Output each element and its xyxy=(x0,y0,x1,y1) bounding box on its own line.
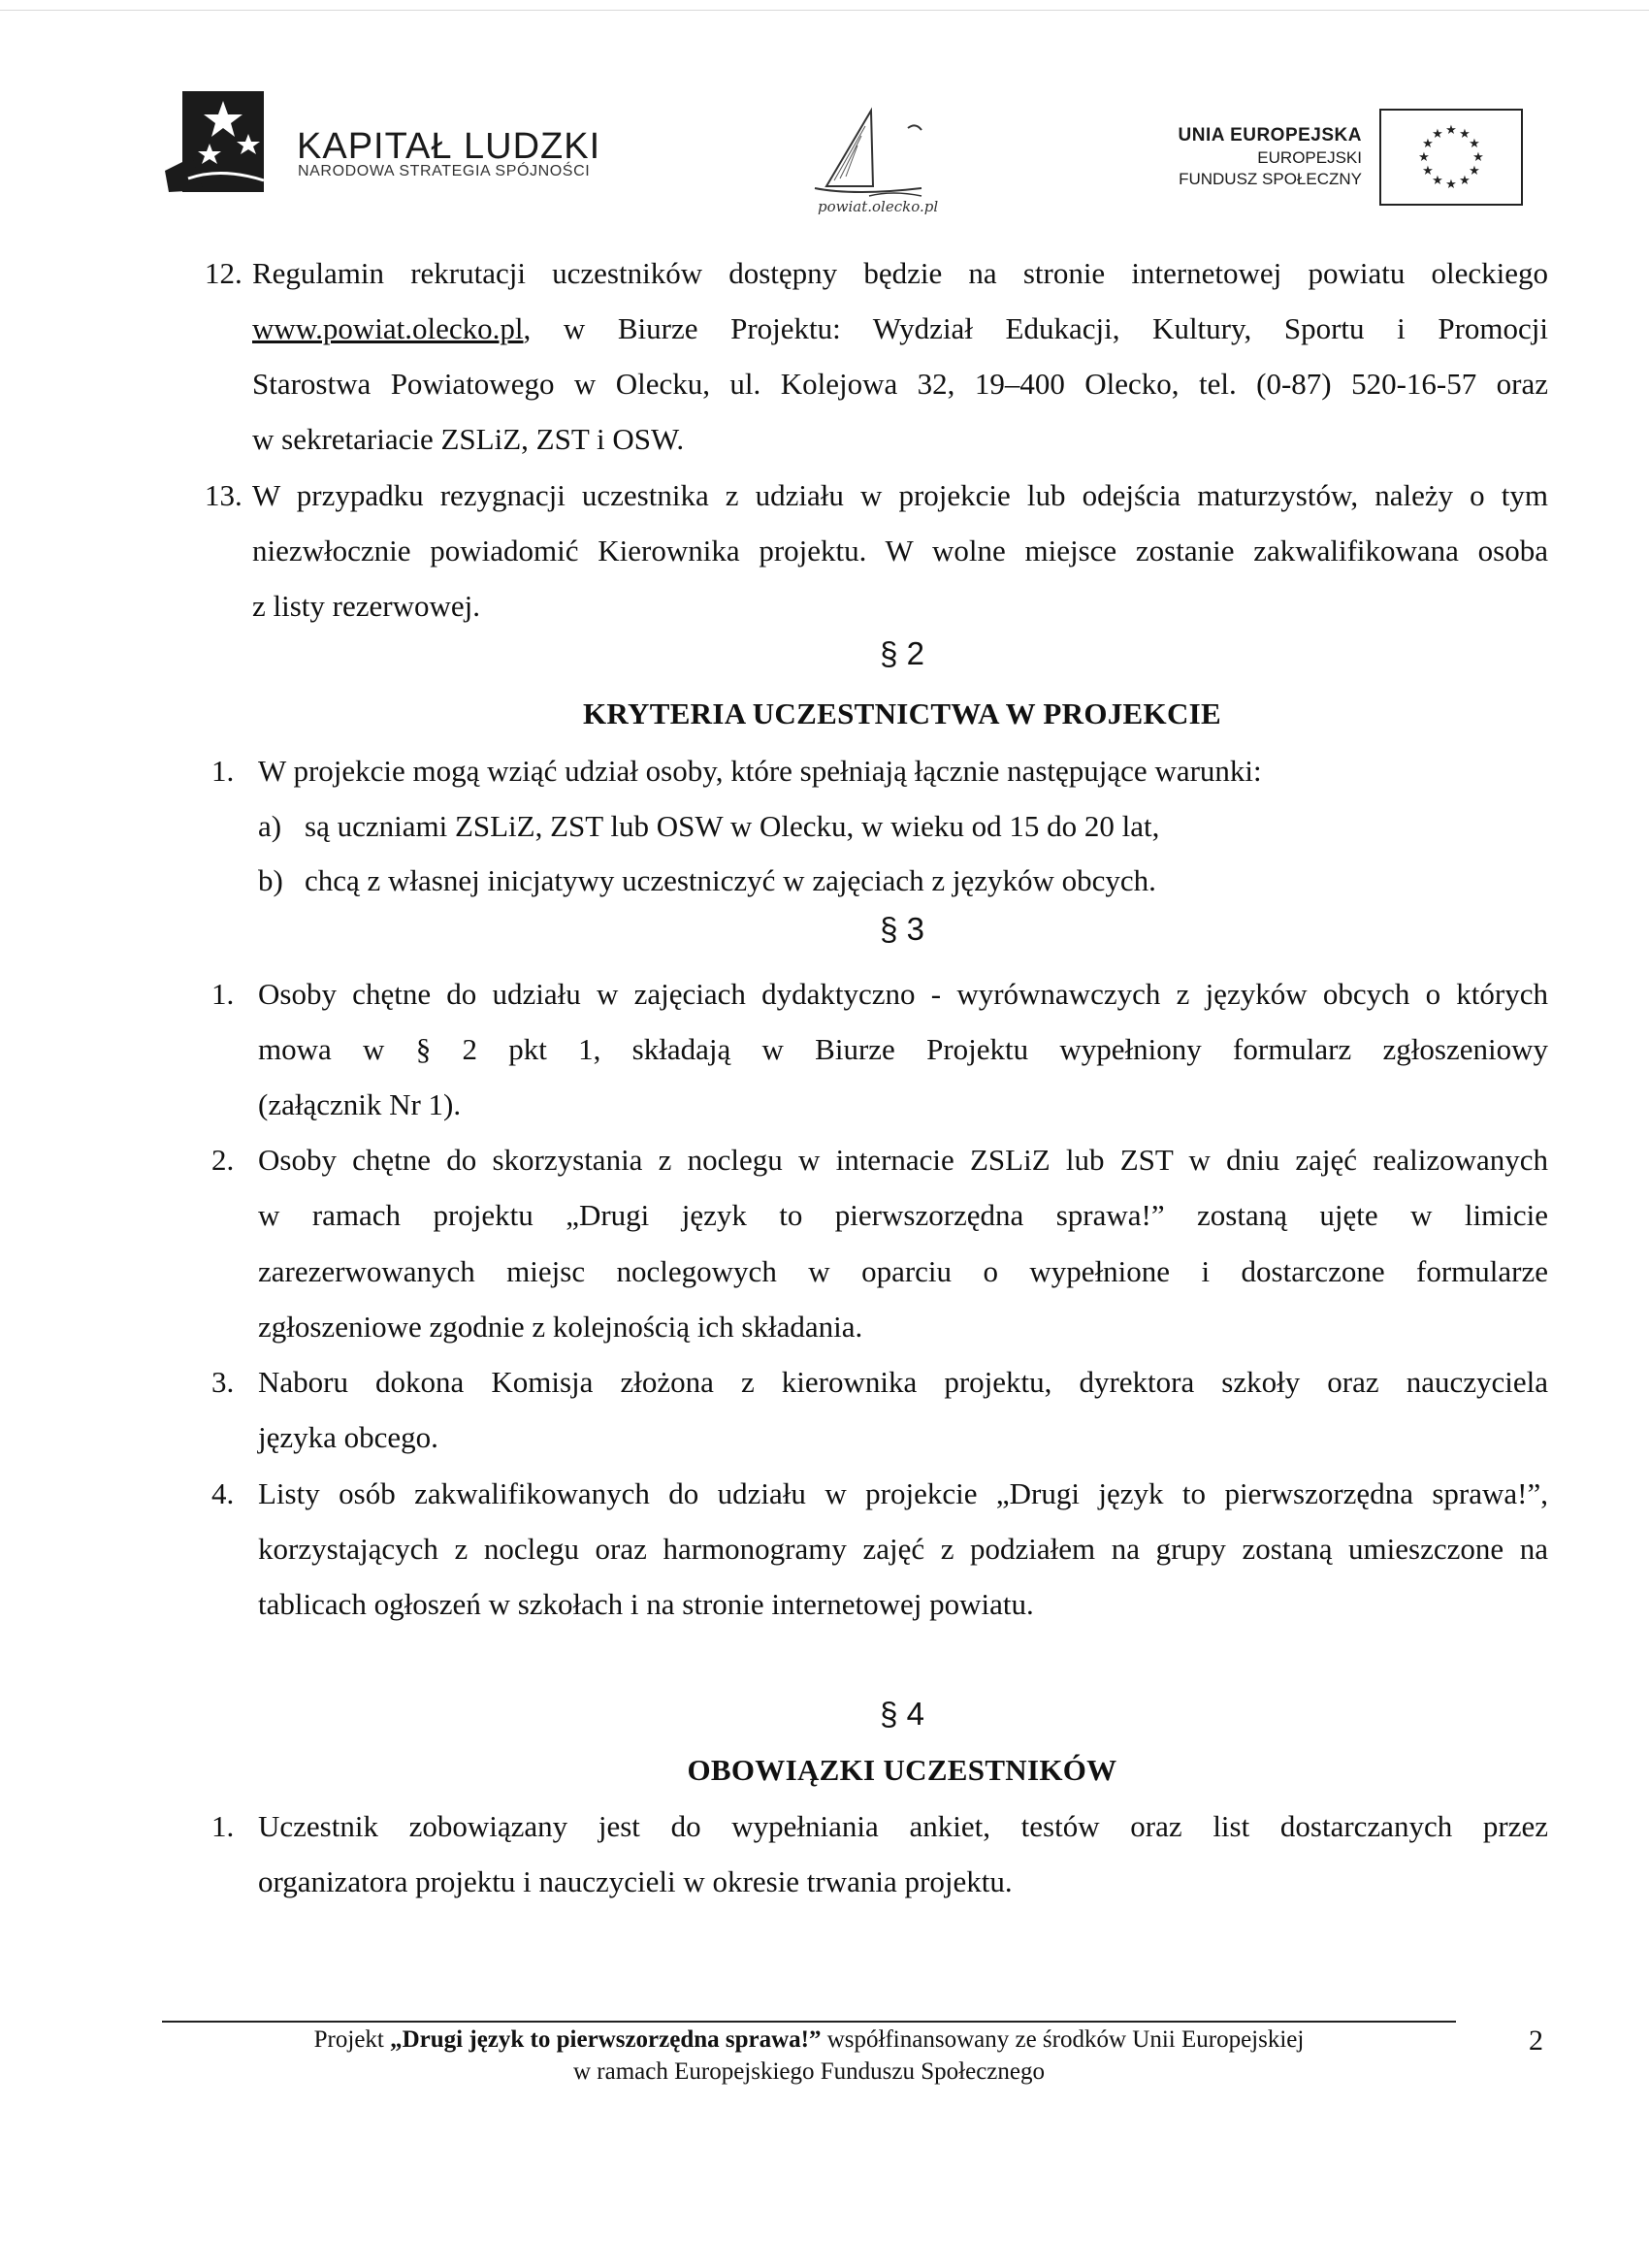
sub-item-b-marker: b) xyxy=(258,863,283,897)
kapital-ludzki-subtitle: NARODOWA STRATEGIA SPÓJNOŚCI xyxy=(298,163,591,179)
section-2-item-1-number: 1. xyxy=(211,754,235,788)
footer-line-1 xyxy=(162,2024,1456,2056)
item-12-line-1: Regulamin rekrutacji uczestników dostępny będzie na stronie internetowej powiatu oleckiego xyxy=(252,256,1548,290)
eu-label-block xyxy=(1179,124,1362,190)
item-12-number: 12. xyxy=(205,256,242,290)
item-13-line-2: niezwłocznie powiadomić Kierownika projektu. W wolne miejsce zostanie zakwalifikowana osoba xyxy=(252,534,1548,567)
kapital-ludzki-logo-icon xyxy=(163,89,266,196)
kapital-ludzki-title: KAPITAŁ LUDZKI xyxy=(297,126,601,167)
section-4-item-1-line-2: organizatora projektu i nauczycieli w okresie trwania projektu. xyxy=(258,1864,1013,1898)
section-2-symbol: § 2 xyxy=(880,635,924,671)
section-3-item-4-line-1: Listy osób zakwalifikowanych do udziału w projekcie „Drugi język to pierwszorzędna sprawa!”, xyxy=(258,1476,1548,1510)
section-3-item-2-line-2: w ramach projektu „Drugi język to pierwszorzędna sprawa!” zostaną ujęte w limicie xyxy=(258,1198,1548,1232)
eu-flag-icon xyxy=(1379,109,1523,206)
svg-text:★: ★ xyxy=(1459,127,1471,142)
svg-text:★: ★ xyxy=(1459,174,1471,188)
item-13-line-3: z listy rezerwowej. xyxy=(252,589,480,623)
svg-text:★: ★ xyxy=(1469,137,1480,151)
section-2-item-1-text: W projekcie mogą wziąć udział osoby, które spełniają łącznie następujące warunki: xyxy=(258,754,1262,788)
svg-text:★: ★ xyxy=(1445,123,1457,138)
item-12-line-3: Starostwa Powiatowego w Olecku, ul. Kolejowa 32, 19–400 Olecko, tel. (0-87) 520-16-57 oraz xyxy=(252,367,1548,401)
powiat-url-caption: powiat.olecko.pl xyxy=(818,198,939,215)
eu-label-line3: FUNDUSZ SPOŁECZNY xyxy=(1179,170,1362,188)
footer-line-2: w ramach Europejskiego Funduszu Społecznego xyxy=(573,2058,1045,2085)
section-3-item-2-number: 2. xyxy=(211,1143,235,1177)
svg-text:★: ★ xyxy=(1472,150,1484,165)
sub-item-a-text: są uczniami ZSLiZ, ZST lub OSW w Olecku, w wieku od 15 do 20 lat, xyxy=(305,809,1160,843)
svg-text:★: ★ xyxy=(1432,174,1443,188)
footer-text xyxy=(162,2024,1456,2088)
sailboat-logo-icon xyxy=(776,107,960,204)
section-3-item-3-number: 3. xyxy=(211,1365,235,1399)
section-2-heading: KRYTERIA UCZESTNICTWA W PROJEKCIE xyxy=(583,697,1221,730)
footer-suffix: współfinansowany ze środków Unii Europejskiej xyxy=(821,2026,1305,2053)
powiat-website-link[interactable]: www.powiat.olecko.pl xyxy=(252,311,524,345)
scan-top-edge xyxy=(0,10,1649,11)
section-3-item-2-line-4: zgłoszeniowe zgodnie z kolejnością ich składania. xyxy=(258,1310,863,1344)
eu-label-line1: UNIA EUROPEJSKA xyxy=(1178,125,1362,146)
item-13-number: 13. xyxy=(205,478,242,512)
section-3-item-4-line-2: korzystających z noclegu oraz harmonogramy zajęć z podziałem na grupy zostaną umieszczone na xyxy=(258,1532,1548,1566)
page-number: 2 xyxy=(1529,2025,1543,2057)
item-12-line-4: w sekretariacie ZSLiZ, ZST i OSW. xyxy=(252,422,685,456)
section-3-item-2-line-3: zarezerwowanych miejsc noclegowych w oparciu o wypełnione i dostarczone formularze xyxy=(258,1254,1548,1288)
svg-text:★: ★ xyxy=(1422,137,1434,151)
section-3-item-4-number: 4. xyxy=(211,1476,235,1510)
svg-text:★: ★ xyxy=(1418,150,1430,165)
item-12-line-2 xyxy=(252,302,1548,356)
svg-text:★: ★ xyxy=(1445,178,1457,192)
section-3-item-1-line-3: (załącznik Nr 1). xyxy=(258,1087,462,1121)
svg-text:★: ★ xyxy=(1469,164,1480,178)
section-4-item-1-line-1: Uczestnik zobowiązany jest do wypełniania ankiet, testów oraz list dostarczanych przez xyxy=(258,1809,1548,1843)
section-3-item-3-line-2: języka obcego. xyxy=(258,1420,438,1454)
section-4-heading: OBOWIĄZKI UCZESTNIKÓW xyxy=(687,1753,1117,1787)
section-3-item-1-number: 1. xyxy=(211,977,235,1011)
section-4-item-1-number: 1. xyxy=(211,1809,235,1843)
section-3-item-4-line-3: tablicach ogłoszeń w szkołach i na stronie internetowej powiatu. xyxy=(258,1587,1034,1621)
svg-text:★: ★ xyxy=(1432,127,1443,142)
section-3-symbol: § 3 xyxy=(880,911,924,947)
section-3-item-2-line-1: Osoby chętne do skorzystania z noclegu w internacie ZSLiZ lub ZST w dniu zajęć realizowanych xyxy=(258,1143,1548,1177)
section-3-item-1-line-2: mowa w § 2 pkt 1, składają w Biurze Projektu wypełniony formularz zgłoszeniowy xyxy=(258,1032,1548,1066)
eu-label-line2: EUROPEJSKI xyxy=(1257,148,1362,167)
section-3-item-3-line-1: Naboru dokona Komisja złożona z kierownika projektu, dyrektora szkoły oraz nauczyciela xyxy=(258,1365,1548,1399)
svg-text:★: ★ xyxy=(1422,164,1434,178)
sub-item-b-text: chcą z własnej inicjatywy uczestniczyć w zajęciach z języków obcych. xyxy=(305,863,1156,897)
sub-item-a-marker: a) xyxy=(258,809,282,843)
footer-prefix: Projekt xyxy=(313,2026,391,2053)
footer-project-name: „Drugi język to pierwszorzędna sprawa!” xyxy=(390,2026,822,2053)
item-13-line-1: W przypadku rezygnacji uczestnika z udziału w projekcie lub odejścia maturzystów, należy o tym xyxy=(252,478,1548,512)
section-3-item-1-line-1: Osoby chętne do udziału w zajęciach dydaktyczno - wyrównawczych z języków obcych o których xyxy=(258,977,1548,1011)
footer-divider xyxy=(162,2021,1456,2023)
section-4-symbol: § 4 xyxy=(880,1696,924,1732)
item-12-line-2-text: , w Biurze Projektu: Wydział Edukacji, Kultury, Sportu i Promocji xyxy=(523,311,1548,345)
